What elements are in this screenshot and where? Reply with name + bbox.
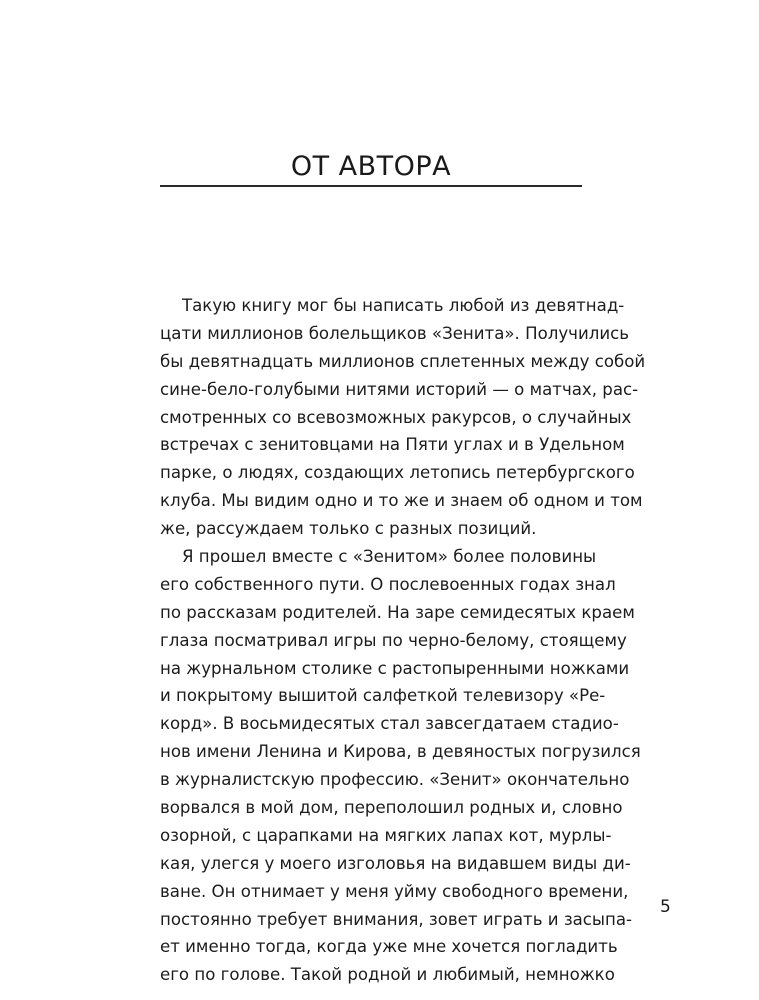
text-line: бы девятнадцать миллионов сплетенных между собой [160,351,646,371]
text-line: постоянно требует внимания, зовет играть и засыпа- [160,909,633,929]
text-line: по рассказам родителей. На заре семидесятых краем [160,602,635,622]
body-text [160,292,646,989]
text-line: встречах с зенитовцами на Пяти углах и в Удельном [160,435,625,455]
text-line: цати миллионов болельщиков «Зенита». Получились [160,323,630,343]
text-line: нов имени Ленина и Кирова, в девяностых погрузился [160,742,641,762]
text-line: кая, улегся у моего изголовья на видавшем виды ди- [160,853,631,873]
text-line: Я прошел вместе с «Зенитом» более половины [182,547,597,567]
text-line: в журналистскую профессию. «Зенит» окончательно [160,770,630,790]
text-line: его по голове. Такой родной и любимый, немножко [160,965,615,985]
text-line: ет именно тогда, когда уже мне хочется погладить [160,937,618,957]
page-number: 5 [660,897,671,917]
text-line: смотренных со всевозможных ракурсов, о случайных [160,407,632,427]
text-line: и покрытому вышитой салфеткой телевизору «Ре- [160,686,606,706]
text-line: корд». В восьмидесятых стал завсегдатаем стадио- [160,714,619,734]
text-line: клуба. Мы видим одно и то же и знаем об одном и том [160,491,643,511]
chapter-title: ОТ АВТОРА [290,151,452,182]
text-line: же, рассуждаем только с разных позиций. [160,519,537,539]
text-line: его собственного пути. О послевоенных годах знал [160,574,616,594]
text-line: парке, о людях, создающих летопись петербургского [160,463,635,483]
title-underline [160,185,582,187]
text-line: ворвался в мой дом, переполошил родных и, словно [160,798,623,818]
text-line: озорной, с царапками на мягких лапах кот, мурлы- [160,825,612,845]
text-line: Такую книгу мог бы написать любой из девятнад- [182,296,625,315]
text-line: глаза посматривал игры по черно-белому, стоящему [160,630,627,650]
text-line: сине-бело-голубыми нитями историй — о матчах, рас- [160,379,639,399]
text-line: ване. Он отнимает у меня уйму свободного времени, [160,881,629,901]
text-line: на журнальном столике с растопыренными ножками [160,658,630,678]
